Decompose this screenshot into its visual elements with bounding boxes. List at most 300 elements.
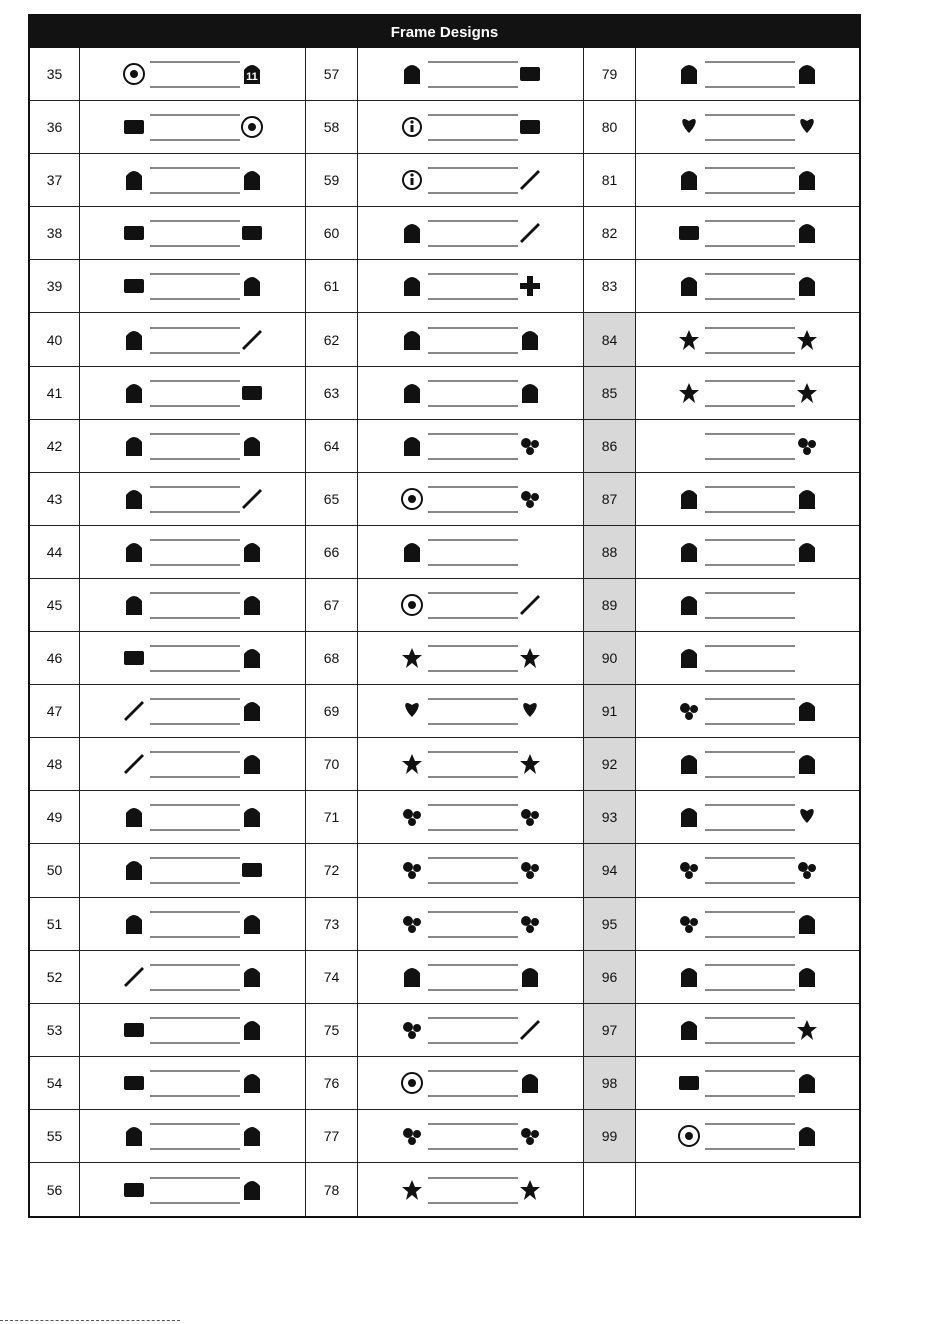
arrow-icon xyxy=(520,595,540,615)
spiral-icon xyxy=(126,596,142,615)
frame-design-graphic xyxy=(673,54,823,94)
frame-grid xyxy=(30,48,859,1216)
frame-design-preview xyxy=(636,1163,859,1216)
frame-design-preview xyxy=(636,367,859,420)
design-number: 56 xyxy=(30,1163,80,1216)
globe-icon xyxy=(402,489,422,509)
design-number: 48 xyxy=(30,738,80,791)
banner-icon xyxy=(244,649,260,668)
gears-icon xyxy=(244,702,260,721)
design-number: 59 xyxy=(306,154,358,207)
design-number: 84 xyxy=(584,313,636,366)
frame-design-preview xyxy=(80,844,306,897)
fish-icon xyxy=(681,543,697,562)
frame-design-graphic xyxy=(118,1116,268,1156)
design-number: 87 xyxy=(584,473,636,526)
design-number: 98 xyxy=(584,1057,636,1110)
design-number: 67 xyxy=(306,579,358,632)
design-number: 50 xyxy=(30,844,80,897)
desk-phone-icon xyxy=(124,1183,144,1197)
design-number: 70 xyxy=(306,738,358,791)
floral-corner-icon xyxy=(403,809,421,826)
frame-design-graphic xyxy=(396,850,546,890)
frame-design-preview xyxy=(636,791,859,844)
bar-chart-icon xyxy=(126,915,142,934)
frame-design-graphic xyxy=(396,744,546,784)
recycle-icon xyxy=(404,437,420,456)
utensils-icon xyxy=(799,171,815,190)
frame-design-graphic xyxy=(396,1010,546,1050)
frame-design-graphic xyxy=(118,1063,268,1103)
sparkle-icon xyxy=(402,754,422,774)
frame-design-graphic xyxy=(118,904,268,944)
frame-design-preview xyxy=(80,632,306,685)
frame-design-preview xyxy=(80,1004,306,1057)
frame-design-preview xyxy=(358,207,584,260)
frame-design-preview xyxy=(358,154,584,207)
frame-design-preview xyxy=(636,951,859,1004)
frame-design-graphic xyxy=(118,850,268,890)
frame-design-graphic xyxy=(396,320,546,360)
paperclip-icon xyxy=(126,543,142,562)
ticket-icon xyxy=(404,968,420,987)
design-number: 51 xyxy=(30,898,80,951)
checkbox-icon xyxy=(244,968,260,987)
castle-icon xyxy=(799,1074,815,1093)
design-number: 61 xyxy=(306,260,358,313)
frame-design-graphic xyxy=(673,1010,823,1050)
frame-design-preview xyxy=(358,1163,584,1216)
hearts-icon xyxy=(682,119,696,133)
palm-island-icon xyxy=(244,277,260,296)
thumbtack-icon xyxy=(126,437,142,456)
frame-design-preview xyxy=(80,367,306,420)
frame-design-preview xyxy=(636,844,859,897)
frame-design-graphic xyxy=(118,107,268,147)
frame-design-graphic xyxy=(118,320,268,360)
airplane-icon xyxy=(520,170,540,190)
frame-design-graphic xyxy=(396,373,546,413)
design-number: 41 xyxy=(30,367,80,420)
frame-design-preview xyxy=(636,473,859,526)
kitten-icon xyxy=(799,1127,815,1146)
frame-design-preview xyxy=(358,791,584,844)
frame-design-graphic xyxy=(396,213,546,253)
trees-icon xyxy=(521,491,539,508)
frame-design-graphic xyxy=(118,213,268,253)
rose-icon xyxy=(680,862,698,879)
design-number: 88 xyxy=(584,526,636,579)
frame-design-preview xyxy=(80,420,306,473)
open-book-icon xyxy=(242,863,262,877)
frame-design-preview xyxy=(636,685,859,738)
lace-icon xyxy=(521,916,539,933)
note-icon xyxy=(244,543,260,562)
heart-locket-icon xyxy=(800,809,814,823)
frame-design-graphic xyxy=(396,638,546,678)
clapperboard-icon xyxy=(124,226,144,240)
star-flower-icon xyxy=(797,383,817,403)
bird-icon xyxy=(799,755,815,774)
frame-design-preview xyxy=(636,526,859,579)
design-number: 91 xyxy=(584,685,636,738)
design-number: 47 xyxy=(30,685,80,738)
golfer-icon xyxy=(126,171,142,190)
frame-design-graphic xyxy=(396,54,546,94)
snowflake-icon xyxy=(797,330,817,350)
bird-icon xyxy=(681,755,697,774)
frame-design-preview xyxy=(636,420,859,473)
frame-design-graphic xyxy=(673,160,823,200)
pen-icon xyxy=(242,489,262,509)
design-number: 57 xyxy=(306,48,358,101)
comb-icon xyxy=(126,331,142,350)
frame-design-preview xyxy=(80,951,306,1004)
frame-design-graphic xyxy=(118,479,268,519)
page-footer-line xyxy=(0,1320,180,1323)
yarn-basket-icon xyxy=(679,1126,699,1146)
frame-design-graphic xyxy=(673,107,823,147)
frame-design-preview xyxy=(358,632,584,685)
frame-design-graphic xyxy=(396,479,546,519)
movie-camera-icon xyxy=(242,226,262,240)
star-flower-icon xyxy=(679,383,699,403)
traveler-icon xyxy=(404,224,420,243)
info-icon xyxy=(403,118,421,136)
frame-design-preview xyxy=(358,313,584,366)
pencil-icon xyxy=(124,754,144,774)
frame-design-preview xyxy=(80,1163,306,1216)
frame-design-graphic xyxy=(673,797,823,837)
flower-cluster-icon xyxy=(521,1128,539,1145)
leaf-icon xyxy=(680,703,698,720)
trees-icon xyxy=(521,438,539,455)
frame-design-graphic xyxy=(673,479,823,519)
alarm-clock-icon xyxy=(126,808,142,827)
design-number: 40 xyxy=(30,313,80,366)
vine-icon xyxy=(403,862,421,879)
frame-design-preview xyxy=(358,420,584,473)
design-number: 80 xyxy=(584,101,636,154)
frame-design-preview xyxy=(636,1004,859,1057)
frame-design-preview xyxy=(358,844,584,897)
frame-design-graphic xyxy=(118,638,268,678)
frame-design-preview xyxy=(80,685,306,738)
frame-design-graphic xyxy=(673,850,823,890)
frame-design-graphic xyxy=(396,904,546,944)
clipboard-icon xyxy=(404,331,420,350)
soccer-ball-icon xyxy=(124,64,144,84)
design-number: 99 xyxy=(584,1110,636,1163)
frame-design-preview xyxy=(358,1057,584,1110)
car-icon xyxy=(520,120,540,134)
design-number: 55 xyxy=(30,1110,80,1163)
design-number: 66 xyxy=(306,526,358,579)
mushroom-icon xyxy=(681,968,697,987)
frame-design-preview xyxy=(80,101,306,154)
design-number: 78 xyxy=(306,1163,358,1216)
design-number: 52 xyxy=(30,951,80,1004)
design-number: 64 xyxy=(306,420,358,473)
frame-design-preview xyxy=(80,1057,306,1110)
paper-icon xyxy=(126,490,142,509)
design-number: 62 xyxy=(306,313,358,366)
frame-design-graphic xyxy=(118,426,268,466)
pen-nib-icon xyxy=(520,1020,540,1040)
design-number: 86 xyxy=(584,420,636,473)
jersey-number: 11 xyxy=(245,71,258,84)
frame-design-graphic xyxy=(673,426,823,466)
frame-design-preview xyxy=(80,791,306,844)
target-icon xyxy=(402,595,422,615)
frame-design-preview xyxy=(358,48,584,101)
frame-design-graphic xyxy=(673,957,823,997)
frame-design-graphic xyxy=(118,160,268,200)
golf-hole-icon xyxy=(244,171,260,190)
frame-design-graphic xyxy=(673,532,823,572)
frame-design-preview xyxy=(80,313,306,366)
city-icon xyxy=(522,384,538,403)
frame-design-graphic xyxy=(396,266,546,306)
frame-design-graphic xyxy=(396,585,546,625)
design-number: 58 xyxy=(306,101,358,154)
fruit-icon xyxy=(681,649,697,668)
frame-design-preview xyxy=(358,951,584,1004)
frame-design-graphic xyxy=(396,532,546,572)
design-number: 75 xyxy=(306,1004,358,1057)
school-icon xyxy=(126,861,142,880)
frame-design-graphic xyxy=(118,797,268,837)
dice-icon xyxy=(681,171,697,190)
slanted-note-icon xyxy=(244,596,260,615)
frame-design-graphic xyxy=(118,691,268,731)
frame-design-preview xyxy=(80,579,306,632)
design-number: 39 xyxy=(30,260,80,313)
frame-design-preview xyxy=(636,738,859,791)
frame-design-graphic xyxy=(396,957,546,997)
frame-designs-table xyxy=(28,14,861,1218)
frame-design-graphic xyxy=(118,744,268,784)
beads-icon xyxy=(681,808,697,827)
frame-design-preview xyxy=(636,101,859,154)
frame-design-graphic xyxy=(396,1116,546,1156)
frame-design-graphic xyxy=(118,957,268,997)
frame-design-graphic xyxy=(118,532,268,572)
wave-icon xyxy=(799,702,815,721)
design-number: 54 xyxy=(30,1057,80,1110)
wheelchair-icon xyxy=(404,277,420,296)
flowers-icon xyxy=(798,438,816,455)
design-number: 68 xyxy=(306,632,358,685)
table-title: Frame Designs xyxy=(30,16,859,48)
mouse-icon xyxy=(244,1021,260,1040)
frame-design-graphic xyxy=(673,691,823,731)
frame-design-preview xyxy=(636,260,859,313)
frame-design-preview xyxy=(80,526,306,579)
binders-icon xyxy=(244,1074,260,1093)
stars-icon xyxy=(520,648,540,668)
frame-design-graphic xyxy=(673,904,823,944)
rabbit-icon xyxy=(799,968,815,987)
megaphone-person-icon xyxy=(124,120,144,134)
design-number: 53 xyxy=(30,1004,80,1057)
frame-design-graphic xyxy=(118,1010,268,1050)
design-number: 97 xyxy=(584,1004,636,1057)
design-number: 93 xyxy=(584,791,636,844)
frame-design-preview xyxy=(636,48,859,101)
frame-design-graphic xyxy=(396,1170,546,1210)
frame-design-graphic xyxy=(673,266,823,306)
design-number: 95 xyxy=(584,898,636,951)
design-number: 35 xyxy=(30,48,80,101)
football-icon xyxy=(242,117,262,137)
frame-design-preview xyxy=(358,898,584,951)
frame-design-graphic xyxy=(673,585,823,625)
frame-design-preview xyxy=(636,154,859,207)
design-number: 90 xyxy=(584,632,636,685)
frame-design-graphic xyxy=(396,1063,546,1103)
frame-design-graphic xyxy=(118,266,268,306)
design-number: 73 xyxy=(306,898,358,951)
design-number: 36 xyxy=(30,101,80,154)
frame-design-preview xyxy=(80,48,306,101)
frame-design-preview xyxy=(358,260,584,313)
frame-design-graphic xyxy=(673,1063,823,1103)
frame-design-graphic xyxy=(118,373,268,413)
design-number: 76 xyxy=(306,1057,358,1110)
design-number: 42 xyxy=(30,420,80,473)
frame-design-graphic xyxy=(118,585,268,625)
frame-design-preview xyxy=(358,367,584,420)
design-number: 44 xyxy=(30,526,80,579)
car-icon xyxy=(520,67,540,81)
frame-design-preview xyxy=(636,207,859,260)
books-stack-icon xyxy=(124,1076,144,1090)
design-number: 83 xyxy=(584,260,636,313)
megaphone-icon xyxy=(124,651,144,665)
design-number: 74 xyxy=(306,951,358,1004)
handset-icon xyxy=(244,1181,260,1200)
sparkle-icon xyxy=(797,1020,817,1040)
design-number: 46 xyxy=(30,632,80,685)
seaweed-icon xyxy=(799,543,815,562)
info-icon xyxy=(403,171,421,189)
frame-design-preview xyxy=(80,207,306,260)
design-number: 65 xyxy=(306,473,358,526)
key-icon xyxy=(404,65,420,84)
mountain-flag-icon xyxy=(404,543,420,562)
design-number: 60 xyxy=(306,207,358,260)
stethoscope-icon xyxy=(522,331,538,350)
dog-icon xyxy=(681,277,697,296)
vine-icon xyxy=(521,862,539,879)
telephone-icon xyxy=(679,226,699,240)
cat-icon xyxy=(799,277,815,296)
frame-design-preview xyxy=(358,101,584,154)
frame-design-preview xyxy=(358,1110,584,1163)
postmark-icon xyxy=(522,968,538,987)
cross-icon xyxy=(520,276,540,296)
design-number: 72 xyxy=(306,844,358,897)
pie-chart-icon xyxy=(244,915,260,934)
design-number: 79 xyxy=(584,48,636,101)
frame-design-graphic xyxy=(396,691,546,731)
curled-note-icon xyxy=(244,437,260,456)
computer-icon xyxy=(124,1023,144,1037)
abacus-icon xyxy=(799,224,815,243)
frame-design-preview xyxy=(80,154,306,207)
fairy-icon xyxy=(799,915,815,934)
frame-design-preview xyxy=(636,1057,859,1110)
eraser-icon xyxy=(244,755,260,774)
design-number: 94 xyxy=(584,844,636,897)
pincushion-icon xyxy=(681,490,697,509)
heart-icon xyxy=(523,703,537,717)
frame-design-preview xyxy=(80,898,306,951)
frame-design-preview xyxy=(358,473,584,526)
rose-icon xyxy=(798,862,816,879)
airplane-icon xyxy=(520,223,540,243)
frame-design-graphic xyxy=(396,107,546,147)
coffee-mug-icon xyxy=(126,1127,142,1146)
frame-design-graphic xyxy=(673,373,823,413)
carriage-icon xyxy=(679,1076,699,1090)
bouquet-icon xyxy=(403,1022,421,1039)
snowflake-icon xyxy=(679,330,699,350)
frame-design-preview xyxy=(636,579,859,632)
design-number: 85 xyxy=(584,367,636,420)
design-number: 92 xyxy=(584,738,636,791)
frame-design-graphic xyxy=(396,797,546,837)
frame-design-graphic xyxy=(673,638,823,678)
frame-design-preview xyxy=(358,526,584,579)
design-number: 45 xyxy=(30,579,80,632)
design-number: 71 xyxy=(306,791,358,844)
design-number: 82 xyxy=(584,207,636,260)
wrench-icon xyxy=(124,701,144,721)
design-number: 43 xyxy=(30,473,80,526)
design-number: 63 xyxy=(306,367,358,420)
frame-design-preview xyxy=(636,1110,859,1163)
frame-design-preview xyxy=(80,1110,306,1163)
frame-design-graphic xyxy=(396,160,546,200)
fairy-icon xyxy=(681,1021,697,1040)
frame-design-graphic xyxy=(118,1170,268,1210)
frame-design-preview xyxy=(358,579,584,632)
frame-design-graphic xyxy=(673,744,823,784)
design-number: 69 xyxy=(306,685,358,738)
camera-icon xyxy=(124,279,144,293)
floral-corner-icon xyxy=(521,809,539,826)
pin-icon xyxy=(126,384,142,403)
frame-design-preview xyxy=(358,685,584,738)
design-number: 96 xyxy=(584,951,636,1004)
frame-design-preview xyxy=(80,738,306,791)
design-number: 81 xyxy=(584,154,636,207)
floral-icon xyxy=(680,916,698,933)
school-icon xyxy=(244,808,260,827)
teapot-icon xyxy=(244,1127,260,1146)
frame-design-preview xyxy=(636,313,859,366)
frame-design-preview xyxy=(636,632,859,685)
design-number: 49 xyxy=(30,791,80,844)
pencil-tip-icon xyxy=(124,967,144,987)
frame-design-graphic xyxy=(673,1116,823,1156)
scissors-icon xyxy=(242,330,262,350)
frame-design-preview xyxy=(80,473,306,526)
design-number: 89 xyxy=(584,579,636,632)
sparkle-icon xyxy=(520,754,540,774)
